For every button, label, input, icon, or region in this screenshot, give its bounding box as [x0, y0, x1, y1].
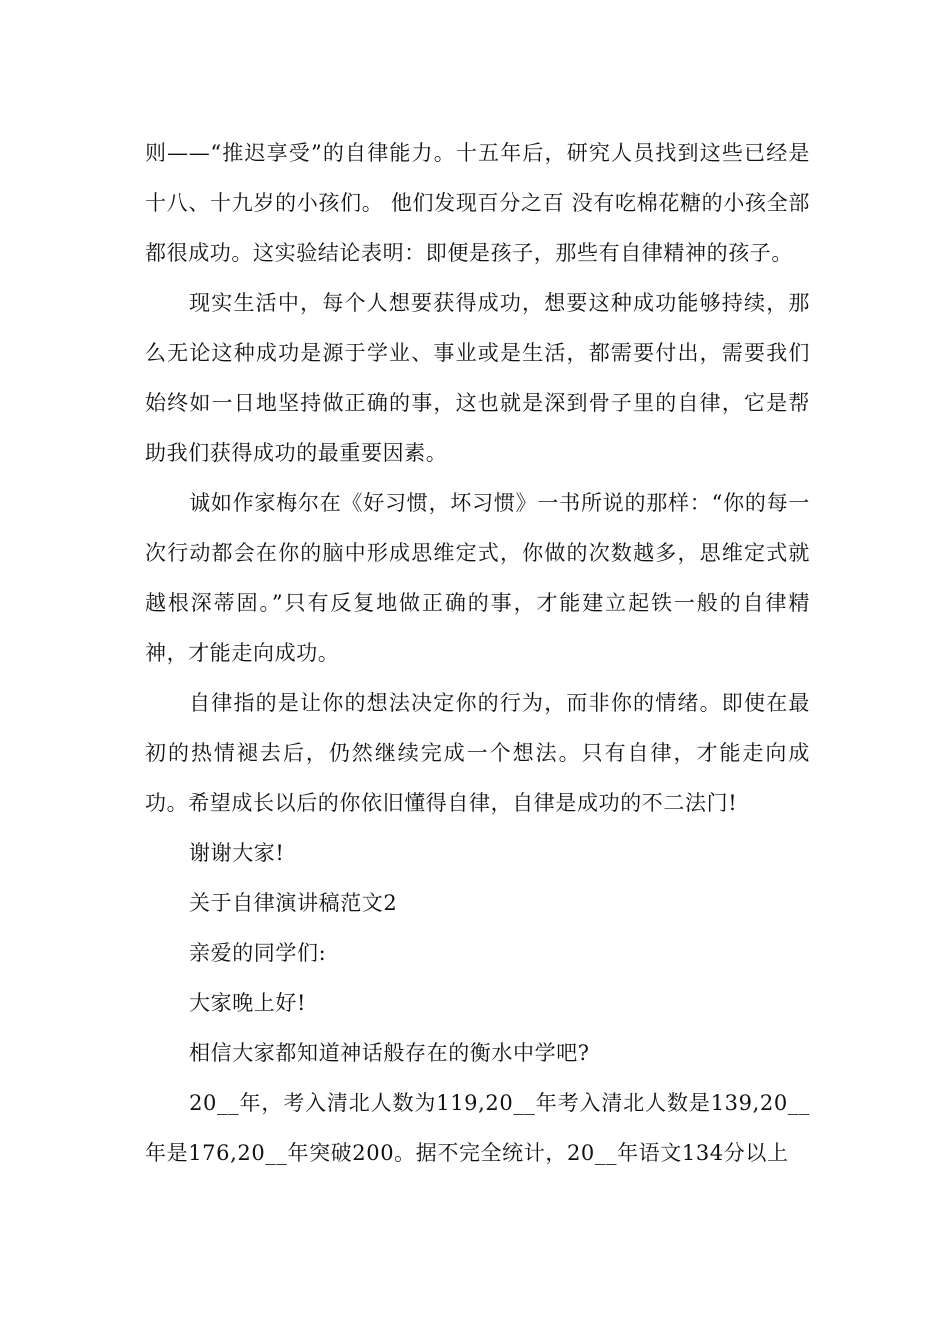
section-heading-2: 关于自律演讲稿范文2: [189, 891, 398, 915]
paragraph-self-discipline-definition: 自律指的是让你的想法决定你的行为，而非你的情绪。即使在最初的热情褪去后，仍然继续完成一个想法。只有自律，才能走向成功。希望成长以后的你依旧懂得自律，自律是成功的不二法门!: [145, 691, 810, 815]
question-line: 相信大家都知道神话般存在的衡水中学吧?: [189, 1041, 590, 1065]
evening-greeting: 大家晚上好!: [189, 991, 307, 1015]
closing-thanks: 谢谢大家!: [189, 841, 285, 865]
paragraph-habit-quote: 诚如作家梅尔在《好习惯，坏习惯》一书所说的那样：“你的每一次行动都会在你的脑中形成思维定式，你做的次数越多，思维定式就越根深蒂固。”只有反复地做正确的事，才能建立起铁一般的自律精神，才能走向成功。: [145, 491, 810, 665]
paragraph-admission-stats: 20__年，考入清北人数为119,20__年考入清北人数是139,20__年是176,20__年突破200。据不完全统计，20__年语文134分以上: [145, 1091, 810, 1165]
greeting-line: 亲爱的同学们:: [189, 941, 327, 965]
paragraph-marshmallow-experiment: 则——“推迟享受”的自律能力。十五年后，研究人员找到这些已经是十八、十九岁的小孩们。 他们发现百分之百 没有吃棉花糖的小孩全部都很成功。这实验结论表明：即便是孩子，那些有自律精神的孩子。: [145, 141, 810, 265]
paragraph-real-life-success: 现实生活中，每个人想要获得成功，想要这种成功能够持续，那么无论这种成功是源于学业、事业或是生活，都需要付出，需要我们始终如一日地坚持做正确的事，这也就是深到骨子里的自律，它是帮助我们获得成功的最重要因素。: [145, 291, 810, 465]
document-body: [145, 128, 810, 1178]
